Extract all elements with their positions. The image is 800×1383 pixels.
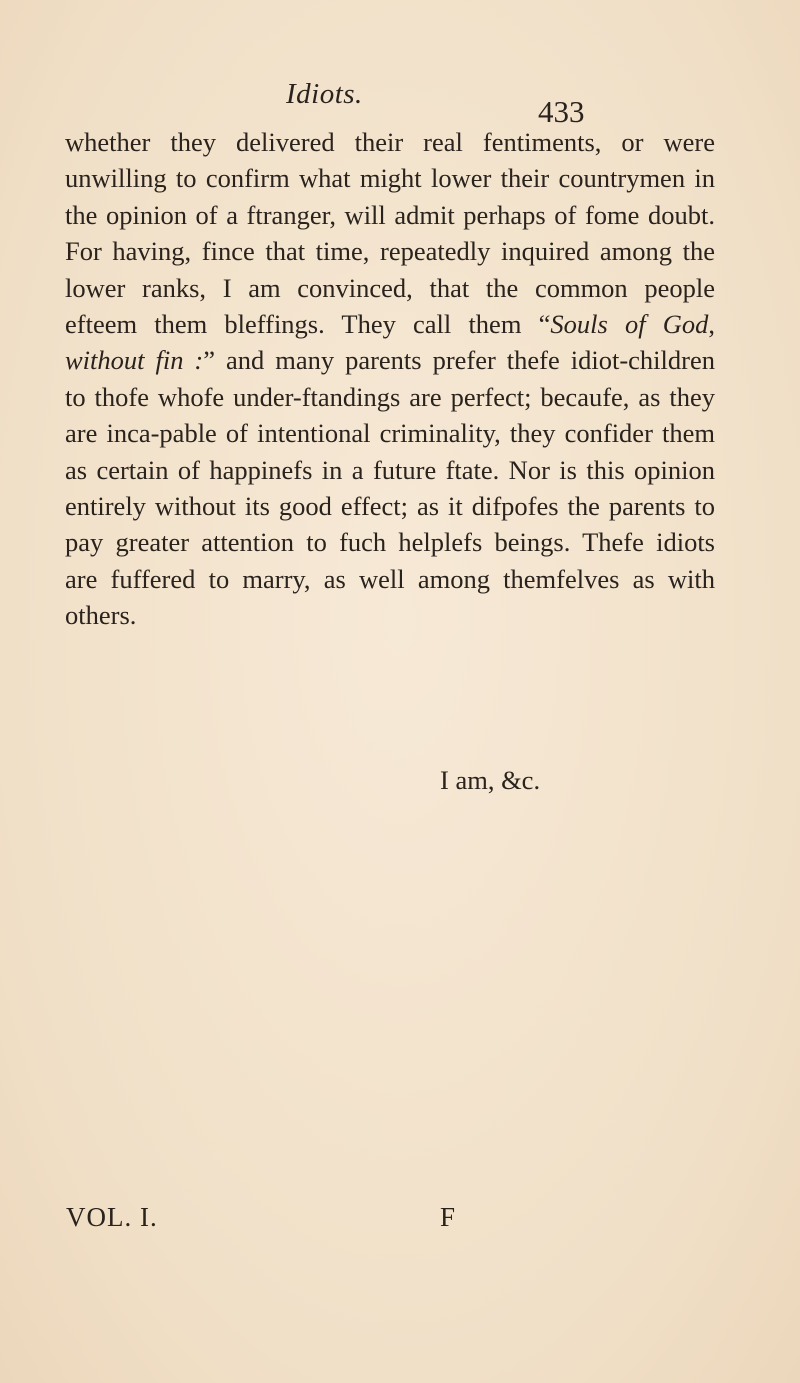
- page-footer: [0, 1202, 800, 1242]
- body-text: [65, 124, 715, 634]
- page-header: [0, 78, 800, 128]
- closing-salutation: I am, &c.: [440, 765, 541, 795]
- text-segment: whether they delivered their real fentiments, or were unwilling to confirm what might lower their countrymen in the opinion of a ftranger, will admit perhaps of fome doubt. For having, fince that time, repeatedly inquired among the lower ranks, I am convinced, that the common people efteem them bleffings. They call them “: [65, 127, 715, 340]
- text-segment: ” and many parents prefer thefe idiot-children to thofe whofe under-ftandings are perfect; becaufe, as they are inca-pable of intentional criminality, they confider them as certain of happinefs in a future ftate. Nor is this opinion entirely without its good effect; as it difpofes the parents to pay greater attention to fuch helplefs beings. Thefe idiots are fuffered to marry, as well among themfelves as with others.: [65, 345, 715, 631]
- italic-phrase: Souls of God: [550, 309, 709, 340]
- volume-marker: VOL. I.: [66, 1202, 158, 1232]
- italic-phrase: without fin :: [65, 345, 204, 376]
- signature-mark: F: [440, 1202, 456, 1232]
- running-head: Idiots.: [286, 78, 363, 110]
- body-paragraph: [65, 124, 715, 634]
- page-number: 433: [538, 94, 585, 129]
- text-segment: ,: [708, 309, 715, 340]
